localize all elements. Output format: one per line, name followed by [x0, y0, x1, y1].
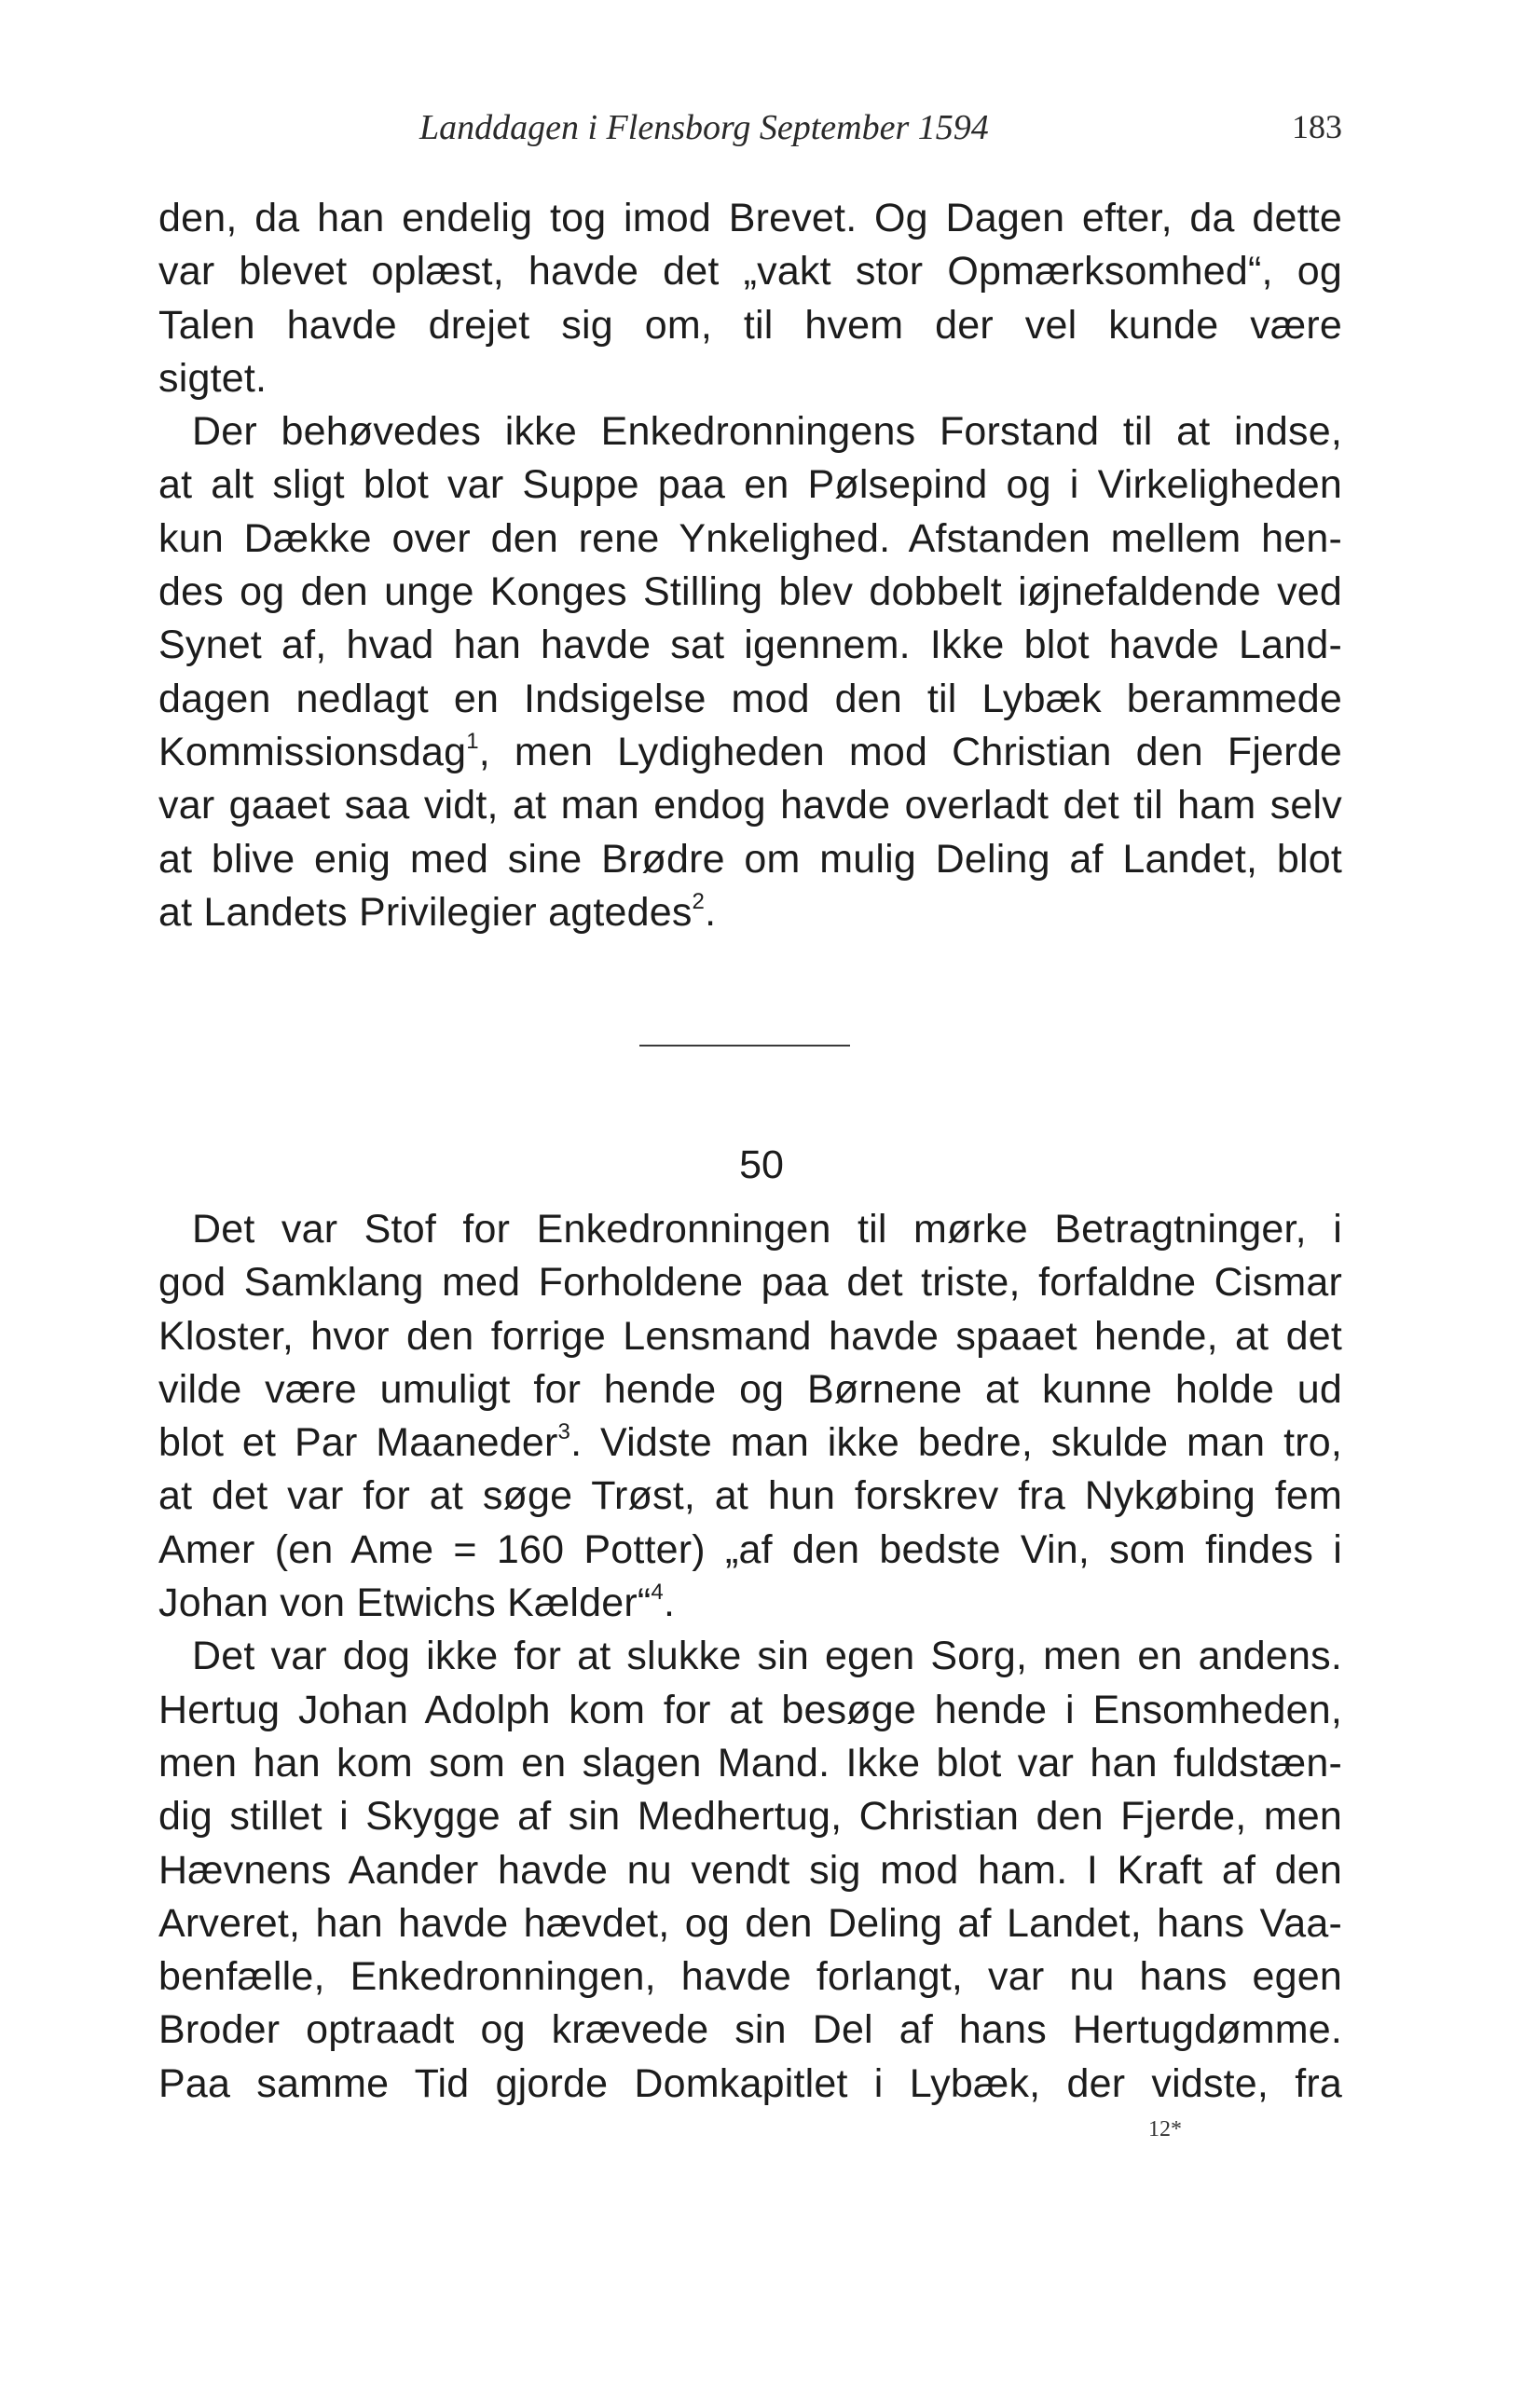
signature-mark: 12*: [1148, 2117, 1182, 2141]
page-number: 183: [1292, 108, 1342, 145]
line-text: Broder optraadt og krævede sin Del af hans Hertugdømme.: [158, 2007, 1342, 2053]
text-line: [158, 2058, 1342, 2111]
text-line: [158, 619, 1342, 672]
line-text-continued: .: [663, 1580, 676, 1626]
text-line: [158, 513, 1342, 566]
text-line: [158, 1950, 1342, 2004]
paragraph: [158, 1203, 1342, 1630]
line-text: Talen havde drejet sig om, til hvem der vel kunde være: [158, 302, 1342, 348]
line-text: god Samklang med Forholdene paa det triste, forfaldne Cismar: [158, 1260, 1342, 1306]
paragraph: [158, 192, 1342, 405]
section-number: 50: [739, 1142, 784, 1187]
line-text: Hertug Johan Adolph kom for at besøge hende i Ensomheden,: [158, 1687, 1342, 1732]
line-text: blot et Par Maaneder: [158, 1420, 558, 1466]
footnote-marker: 2: [692, 888, 706, 914]
line-text: at det var for at søge Trøst, at hun forskrev fra Nykøbing fem: [158, 1473, 1342, 1519]
text-line: [158, 1416, 1342, 1470]
line-text: Synet af, hvad han havde sat igennem. Ikke blot havde Land-: [158, 623, 1342, 668]
line-text: den, da han endelig tog imod Brevet. Og Dagen efter, da dette: [158, 196, 1342, 240]
text-line: [158, 1363, 1342, 1416]
text-line: [158, 405, 1342, 458]
line-text: Kloster, hvor den forrige Lensmand havde spaaet hende, at det: [158, 1313, 1342, 1359]
line-text: Kommissionsdag: [158, 729, 467, 774]
line-text: Det var Stof for Enkedronningen til mørke Betragtninger, i: [192, 1207, 1342, 1252]
text-line: [158, 458, 1342, 512]
text-line: [158, 1790, 1342, 1843]
text-line: [158, 1844, 1342, 1897]
footnote-marker: 3: [557, 1419, 571, 1445]
line-text: Der behøvedes ikke Enkedronningens Forstand til at indse,: [192, 409, 1342, 455]
line-text: var blevet oplæst, havde det „vakt stor Opmærksomhed“, og: [158, 249, 1342, 294]
line-text-continued: . Vidste man ikke bedre, skulde man tro,: [570, 1420, 1343, 1466]
text-line: [158, 779, 1342, 832]
line-text: var gaaet saa vidt, at man endog havde overladt det til ham selv: [158, 783, 1342, 828]
text-line: [158, 673, 1342, 726]
text-line: [158, 1630, 1342, 1683]
line-text: Det var dog ikke for at slukke sin egen Sorg, men en andens.: [192, 1634, 1342, 1679]
line-text: Paa samme Tid gjorde Domkapitlet i Lybæk, der vidste, fra: [158, 2060, 1342, 2106]
text-line: [158, 1524, 1342, 1577]
line-text: at blive enig med sine Brødre om mulig Deling af Landet, blot: [158, 836, 1342, 882]
text-line: [158, 886, 1342, 939]
line-text: vilde være umuligt for hende og Børnene at kunne holde ud: [158, 1366, 1342, 1412]
line-text: Arveret, han havde hævdet, og den Deling af Landet, hans Vaa-: [158, 1900, 1342, 1946]
text-line: [158, 352, 1342, 405]
text-line: [158, 726, 1342, 779]
line-text: sigtet.: [158, 355, 268, 401]
text-block-top: [158, 192, 1342, 939]
line-text: kun Dække over den rene Ynkelighed. Afstanden mellem hen-: [158, 515, 1342, 561]
line-text-continued: , men Lydigheden mod Christian den Fjerde: [478, 729, 1342, 774]
text-line: [158, 1310, 1342, 1363]
text-line: [158, 1256, 1342, 1309]
text-line: [158, 245, 1342, 298]
line-text: at alt sligt blot var Suppe paa en Pølsepind og i Virkeligheden: [158, 462, 1342, 508]
text-line: [158, 1897, 1342, 1950]
text-line: [158, 1577, 1342, 1630]
section-divider: [639, 1045, 850, 1047]
footnote-marker: 1: [466, 728, 479, 754]
line-text: Amer (en Ame = 160 Potter) „af den bedste Vin, som findes i: [158, 1526, 1342, 1572]
text-block-bottom: [158, 1203, 1342, 2111]
paragraph: [158, 405, 1342, 939]
line-text: dagen nedlagt en Indsigelse mod den til Lybæk berammede: [158, 676, 1342, 721]
line-text: at Landets Privilegier agtedes: [158, 889, 693, 935]
line-text: dig stillet i Skygge af sin Medhertug, Christian den Fjerde, men: [158, 1794, 1342, 1840]
line-text: men han kom som en slagen Mand. Ikke blot var han fuldstæn-: [158, 1740, 1342, 1785]
line-text: Johan von Etwichs Kælder“: [158, 1580, 652, 1626]
text-line: [158, 299, 1342, 352]
text-line: [158, 1470, 1342, 1523]
running-header: [158, 107, 1342, 163]
line-text: benfælle, Enkedronningen, havde forlangt, var nu hans egen: [158, 1954, 1342, 2000]
text-line: [158, 1203, 1342, 1256]
text-line: [158, 2004, 1342, 2057]
text-line: [158, 833, 1342, 886]
line-text: des og den unge Konges Stilling blev dobbelt iøjnefaldende ved: [158, 569, 1342, 615]
running-title: Landdagen i Flensborg September 1594: [419, 108, 989, 147]
line-text-continued: .: [705, 889, 717, 935]
text-line: [158, 566, 1342, 619]
line-text: Hævnens Aander havde nu vendt sig mod ham. I Kraft af den: [158, 1847, 1342, 1893]
footnote-marker: 4: [651, 1580, 664, 1606]
text-line: [158, 1737, 1342, 1790]
paragraph: [158, 1630, 1342, 2111]
text-line: [158, 192, 1342, 245]
text-line: [158, 1684, 1342, 1737]
